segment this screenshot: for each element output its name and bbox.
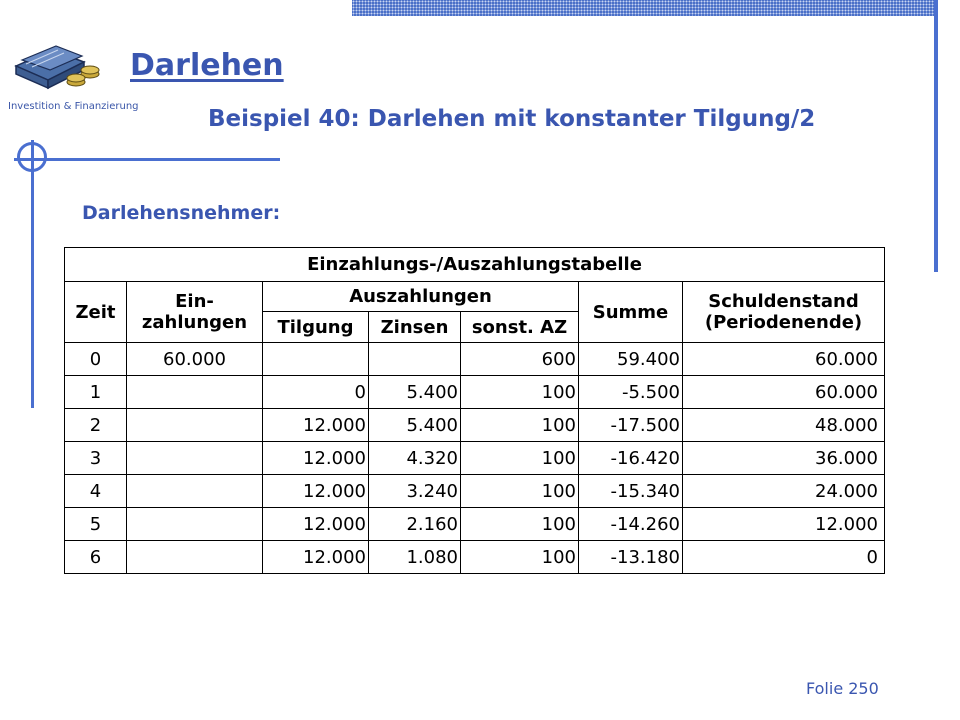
col-header-einzahlungen bbox=[127, 282, 263, 343]
cell-summe: -5.500 bbox=[579, 376, 683, 409]
cell-zinsen: 1.080 bbox=[369, 541, 461, 574]
cell-zeit: 2 bbox=[65, 409, 127, 442]
col-header-tilgung: Tilgung bbox=[263, 312, 369, 343]
table-caption: Einzahlungs-/Auszahlungstabelle bbox=[65, 248, 885, 282]
table-row bbox=[65, 343, 885, 376]
cell-summe: -13.180 bbox=[579, 541, 683, 574]
cell-zinsen: 2.160 bbox=[369, 508, 461, 541]
table-row bbox=[65, 442, 885, 475]
cell-schuldenstand: 60.000 bbox=[683, 376, 885, 409]
cell-einzahlungen bbox=[127, 376, 263, 409]
cell-zinsen bbox=[369, 343, 461, 376]
col-header-schuldenstand-line1: Schuldenstand bbox=[708, 291, 859, 312]
decorative-horizontal-line bbox=[14, 158, 280, 161]
decorative-vertical-line-left bbox=[31, 140, 34, 408]
col-header-auszahlungen: Auszahlungen bbox=[263, 282, 579, 312]
cell-schuldenstand: 0 bbox=[683, 541, 885, 574]
cell-einzahlungen bbox=[127, 475, 263, 508]
col-header-sonst-az: sonst. AZ bbox=[461, 312, 579, 343]
cell-sonst-az: 100 bbox=[461, 376, 579, 409]
decorative-vertical-line-right bbox=[934, 0, 938, 272]
money-stack-icon bbox=[12, 40, 104, 96]
cell-zinsen: 4.320 bbox=[369, 442, 461, 475]
cell-sonst-az: 100 bbox=[461, 442, 579, 475]
page-subtitle: Beispiel 40: Darlehen mit konstanter Tilgung/2 bbox=[208, 106, 816, 132]
col-header-einzahlungen-line1: Ein- bbox=[175, 291, 214, 312]
cell-summe: -16.420 bbox=[579, 442, 683, 475]
cell-tilgung: 12.000 bbox=[263, 409, 369, 442]
slide-number: Folie 250 bbox=[806, 679, 879, 698]
table-row bbox=[65, 409, 885, 442]
cell-zinsen: 3.240 bbox=[369, 475, 461, 508]
cell-tilgung: 12.000 bbox=[263, 508, 369, 541]
cell-tilgung bbox=[263, 343, 369, 376]
table-row bbox=[65, 475, 885, 508]
cell-summe: -15.340 bbox=[579, 475, 683, 508]
cell-einzahlungen bbox=[127, 541, 263, 574]
cell-schuldenstand: 48.000 bbox=[683, 409, 885, 442]
cell-einzahlungen bbox=[127, 442, 263, 475]
decorative-crosshair-circle bbox=[17, 142, 47, 172]
cell-tilgung: 12.000 bbox=[263, 475, 369, 508]
cell-einzahlungen bbox=[127, 508, 263, 541]
cell-summe: -17.500 bbox=[579, 409, 683, 442]
cell-sonst-az: 100 bbox=[461, 541, 579, 574]
cell-zeit: 6 bbox=[65, 541, 127, 574]
cell-sonst-az: 100 bbox=[461, 508, 579, 541]
header-pattern-band bbox=[352, 0, 934, 16]
cell-tilgung: 12.000 bbox=[263, 541, 369, 574]
table-row bbox=[65, 376, 885, 409]
cell-zeit: 0 bbox=[65, 343, 127, 376]
cell-schuldenstand: 24.000 bbox=[683, 475, 885, 508]
cell-schuldenstand: 12.000 bbox=[683, 508, 885, 541]
col-header-zeit: Zeit bbox=[65, 282, 127, 343]
cell-schuldenstand: 60.000 bbox=[683, 343, 885, 376]
cell-zinsen: 5.400 bbox=[369, 376, 461, 409]
section-label: Darlehensnehmer: bbox=[82, 202, 281, 224]
cell-zeit: 1 bbox=[65, 376, 127, 409]
cell-sonst-az: 100 bbox=[461, 409, 579, 442]
cell-zeit: 5 bbox=[65, 508, 127, 541]
cell-zinsen: 5.400 bbox=[369, 409, 461, 442]
cell-summe: 59.400 bbox=[579, 343, 683, 376]
page-title: Darlehen bbox=[130, 48, 284, 83]
col-header-schuldenstand bbox=[683, 282, 885, 343]
cell-einzahlungen bbox=[127, 409, 263, 442]
cashflow-table bbox=[64, 247, 885, 574]
cell-zeit: 4 bbox=[65, 475, 127, 508]
col-header-schuldenstand-line2: (Periodenende) bbox=[704, 312, 863, 333]
cell-zeit: 3 bbox=[65, 442, 127, 475]
table-row bbox=[65, 541, 885, 574]
table-row bbox=[65, 508, 885, 541]
cell-tilgung: 12.000 bbox=[263, 442, 369, 475]
cell-sonst-az: 600 bbox=[461, 343, 579, 376]
col-header-zinsen: Zinsen bbox=[369, 312, 461, 343]
cell-sonst-az: 100 bbox=[461, 475, 579, 508]
cell-summe: -14.260 bbox=[579, 508, 683, 541]
col-header-summe: Summe bbox=[579, 282, 683, 343]
cell-tilgung: 0 bbox=[263, 376, 369, 409]
col-header-einzahlungen-line2: zahlungen bbox=[141, 312, 248, 333]
logo-caption: Investition & Finanzierung bbox=[8, 101, 139, 112]
cell-schuldenstand: 36.000 bbox=[683, 442, 885, 475]
cell-einzahlungen: 60.000 bbox=[127, 343, 263, 376]
